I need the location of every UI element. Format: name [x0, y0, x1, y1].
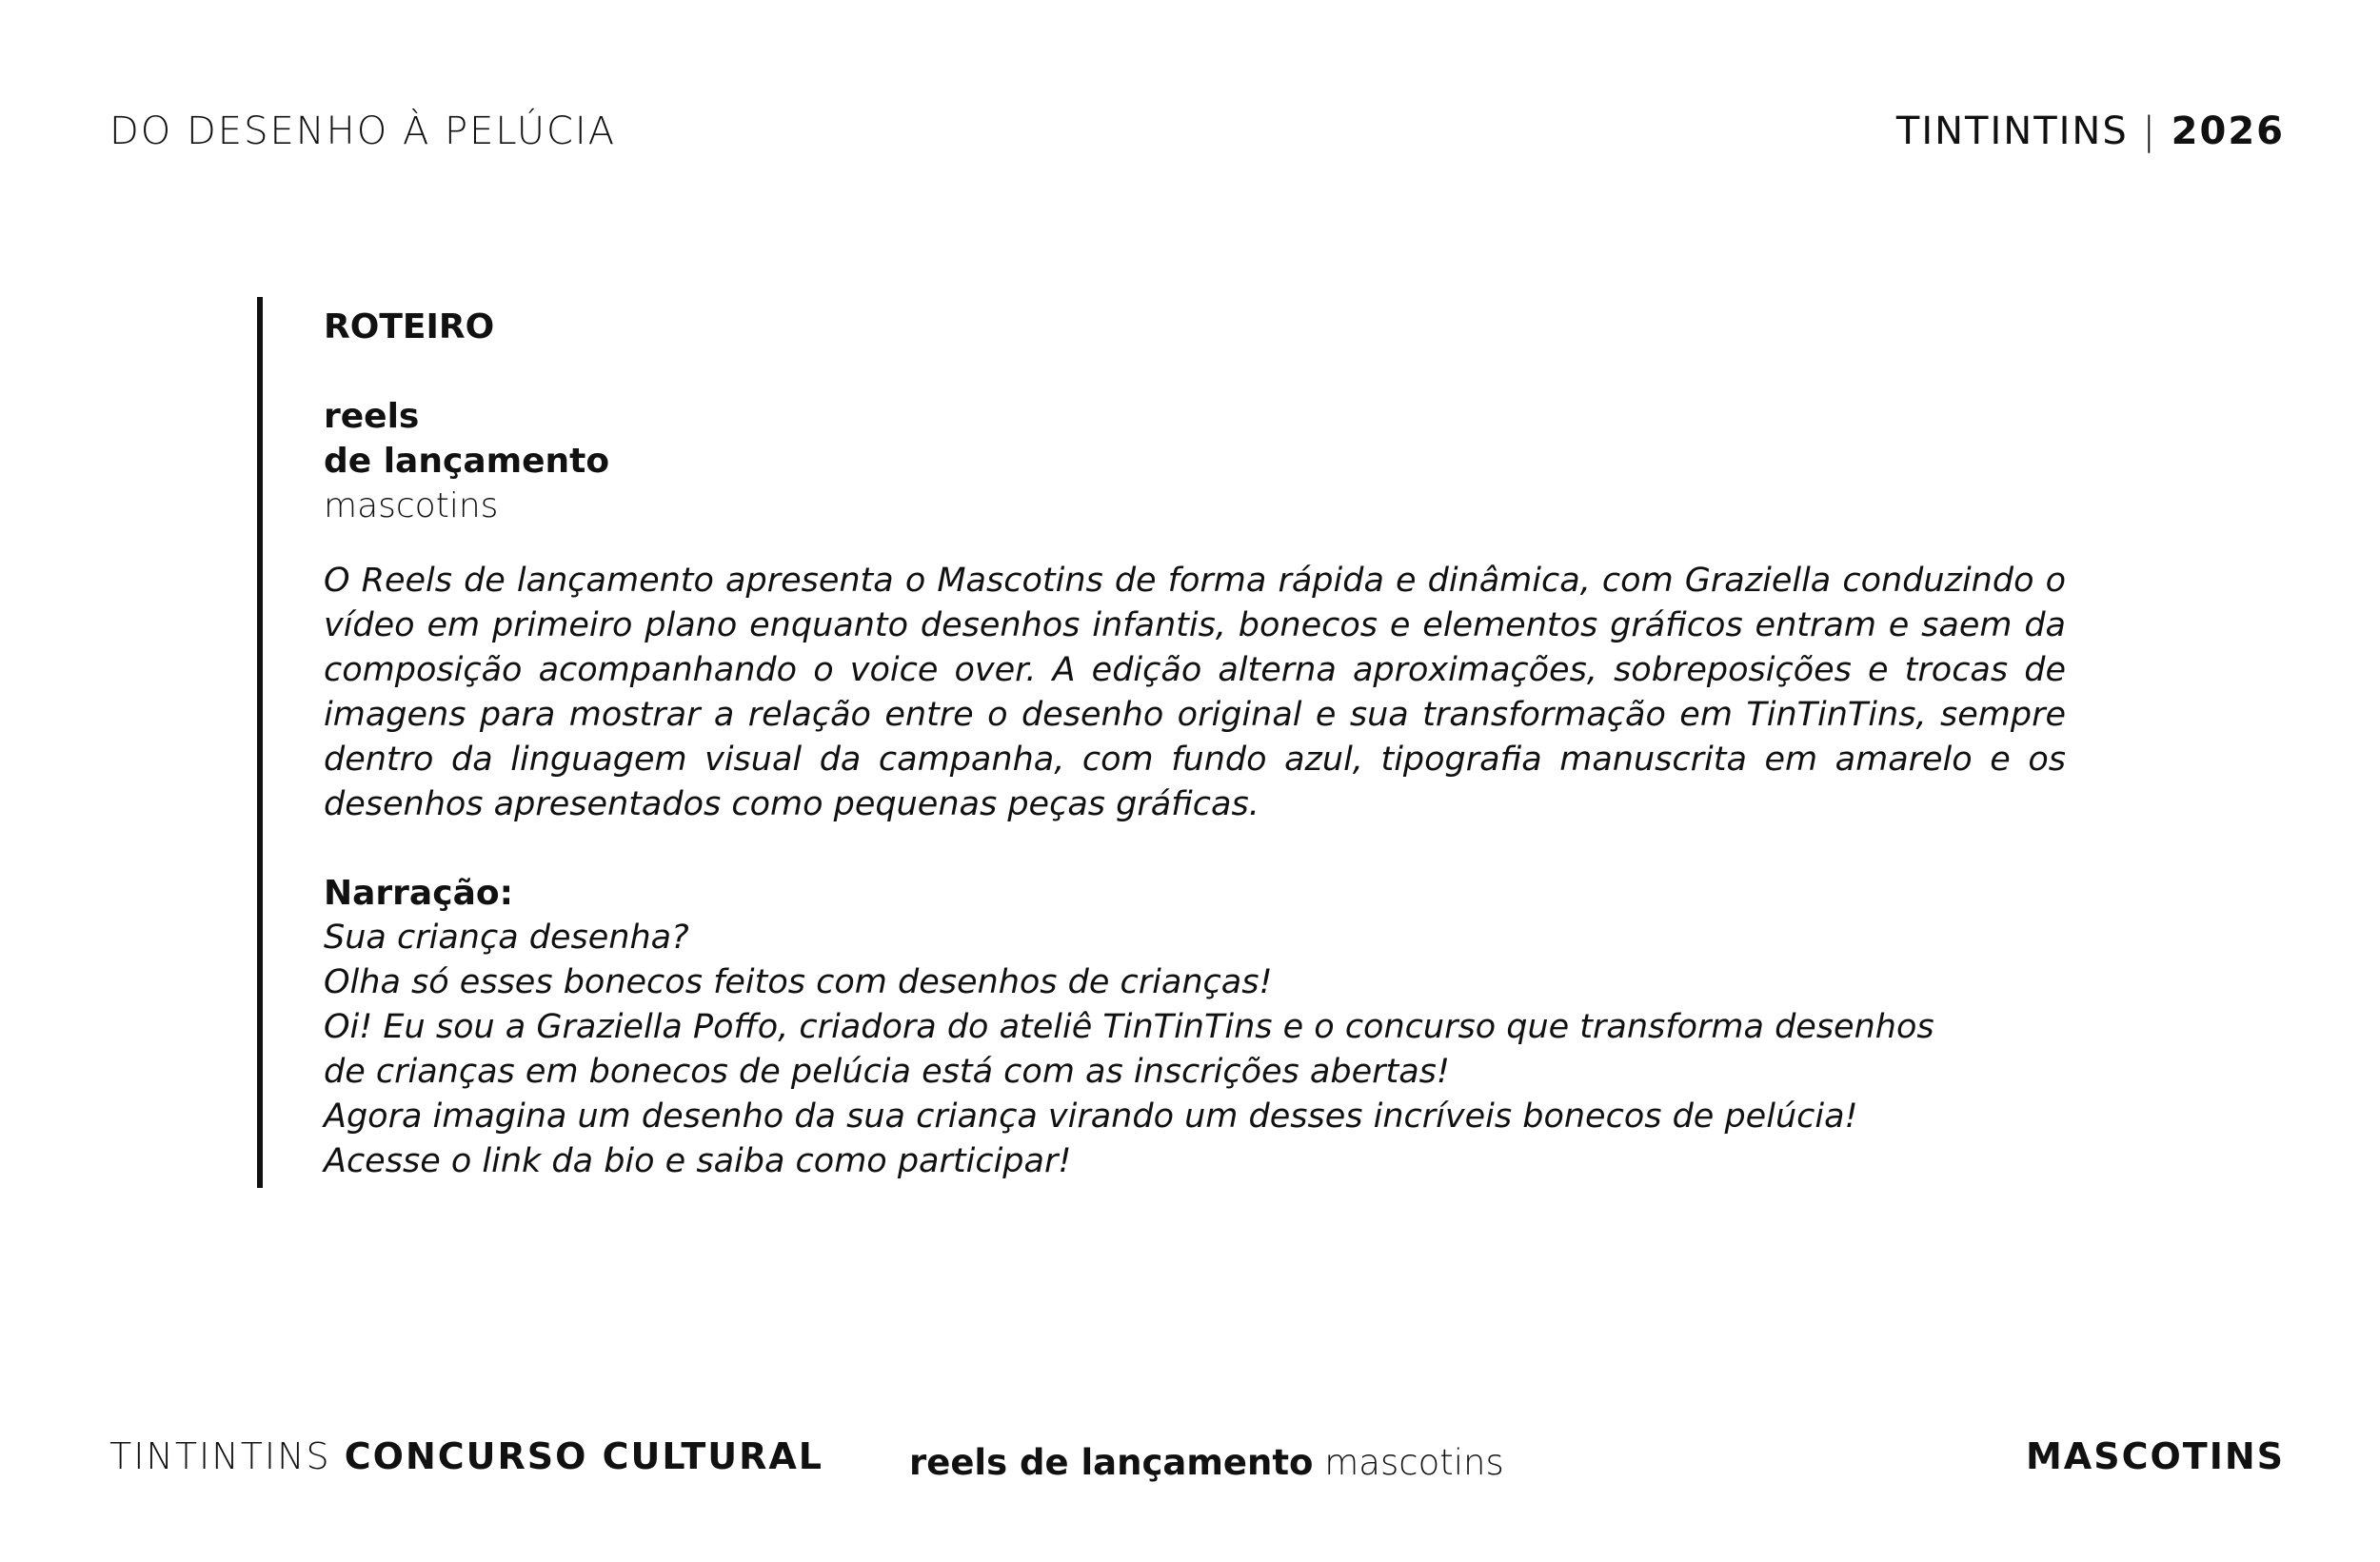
narration-line: Agora imagina um desenho da sua criança virando um desses incríveis bonecos de pelúcia!	[324, 1097, 1858, 1136]
header-year: 2026	[2171, 109, 2285, 153]
reels-title-line-1: reels	[324, 397, 420, 436]
script-content	[257, 297, 2087, 1188]
narration-label: Narração:	[324, 874, 513, 913]
header-brand: TINTINTINS	[1895, 109, 2129, 153]
description-paragraph: O Reels de lançamento apresenta o Mascotins de forma rápida e dinâmica, com Graziella conduzindo o vídeo em primeiro plano enquanto desenhos infantis, bonecos e elementos gráficos entram e saem da composição acompanhando o voice over. A edição alterna aproximações, sobreposições e trocas de imagens para mostrar a relação entre o desenho original e sua transformação em TinTinTins, sempre dentro da linguagem visual da campanha, com fundo azul, tipografia manuscrita em amarelo e os desenhos apresentados como pequenas peças gráficas.	[324, 562, 2066, 823]
narration-line: Oi! Eu sou a Graziella Poffo, criadora do ateliê TinTinTins e o concurso que transforma desenhos	[324, 1008, 1934, 1046]
vertical-divider	[257, 297, 263, 1188]
reels-subtitle: mascotins	[324, 486, 499, 525]
header-brand-year	[1896, 107, 2285, 156]
script-body	[324, 297, 2066, 1184]
footer-reels: reels de lançamento	[909, 1442, 1314, 1483]
narration-text	[324, 916, 2066, 1184]
footer-mascotins: mascotins	[1324, 1442, 1504, 1483]
footer-right: MASCOTINS	[2025, 1435, 2285, 1477]
footer-left	[109, 1433, 823, 1480]
footer-center	[909, 1439, 1504, 1487]
narration-line: Sua criança desenha?	[324, 919, 689, 957]
section-title: ROTEIRO	[324, 307, 495, 346]
header-separator: |	[2142, 109, 2157, 153]
footer-contest: CONCURSO CULTURAL	[344, 1435, 823, 1477]
header-title: DO DESENHO À PELÚCIA	[109, 109, 617, 153]
reels-title-line-2: de lançamento	[324, 442, 610, 481]
reels-title	[324, 394, 2066, 484]
narration-line: de crianças em bonecos de pelúcia está com as inscrições abertas!	[324, 1053, 1450, 1091]
narration-line: Olha só esses bonecos feitos com desenhos de crianças!	[324, 963, 1273, 1001]
narration-line: Acesse o link da bio e saiba como participar!	[324, 1142, 1072, 1180]
footer-brand: TINTINTINS	[109, 1435, 331, 1477]
